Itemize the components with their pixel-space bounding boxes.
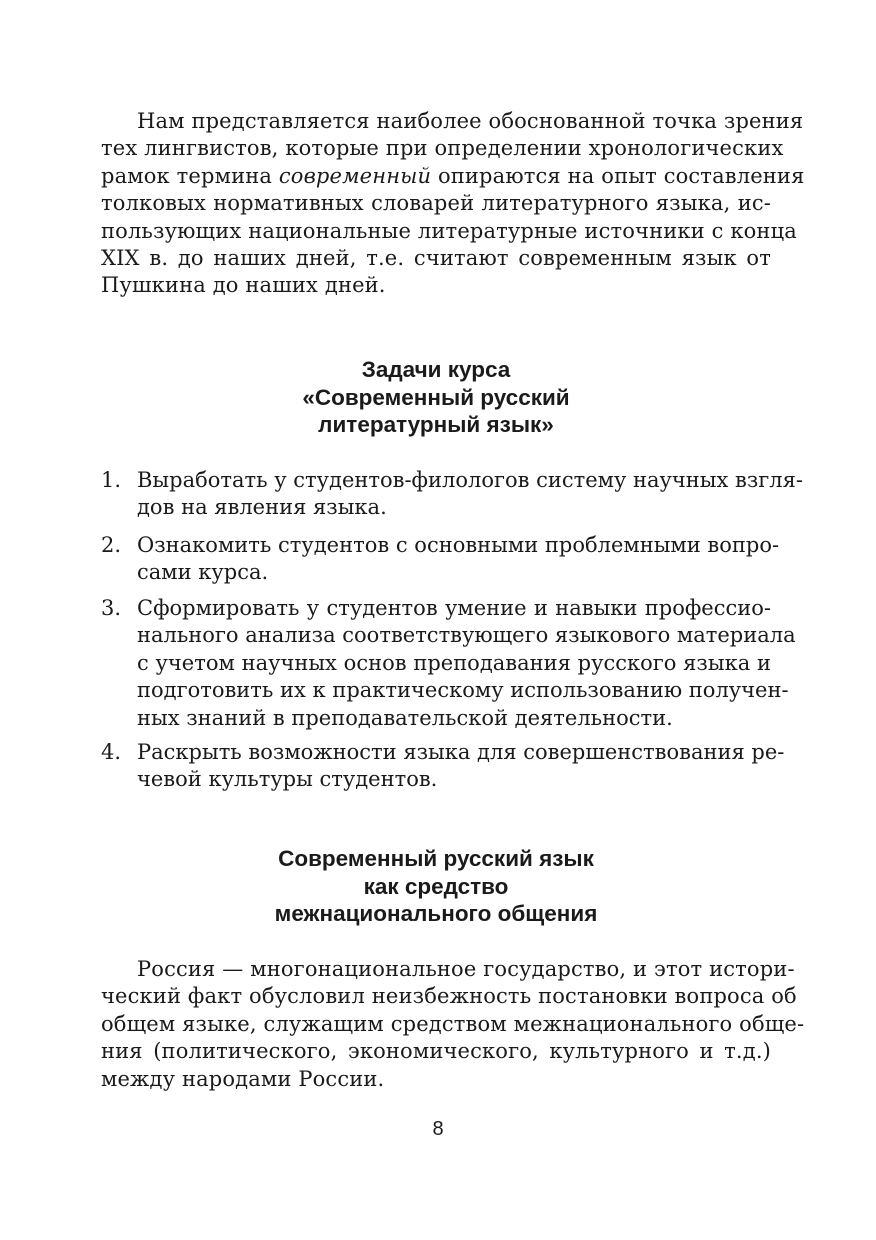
- paragraph-line: ческий факт обусловил неизбежность постановки вопроса об: [101, 984, 797, 1009]
- list-item: 4. Раскрыть возможности языка для совершенствования ре- чевой культуры студентов.: [101, 740, 785, 792]
- section-heading-course-tasks: Задачи курса «Современный русский литературный язык»: [302, 357, 570, 437]
- paragraph-line: толковых нормативных словарей литературного языка, ис-: [101, 191, 771, 216]
- paragraph-line: рамок термина современный опираются на опыт составления: [101, 163, 805, 188]
- list-number: 1.: [101, 468, 122, 492]
- list-number: 2.: [101, 533, 122, 557]
- page-number: 8: [432, 1118, 444, 1140]
- paragraph-line: ния (политического, экономического, культурного и т.д.): [101, 1039, 771, 1064]
- list-item: 2. Ознакомить студентов с основными проблемными вопро- сами курса.: [101, 533, 780, 585]
- list-item: 3. Сформировать у студентов умение и навыки профессио- нального анализа соответствующего языкового материала с учетом научных основ преподавания русского языка и подготовить их к практическому использованию получен- ных знаний в преподавательской деятельности.: [101, 596, 796, 730]
- paragraph-line: Нам представляется наиболее обоснованной точка зрения: [137, 109, 804, 133]
- intro-paragraph: [101, 108, 805, 300]
- section-heading-interethnic: Современный русский язык как средство межнационального общения: [274, 846, 598, 926]
- paragraph-line: пользующих национальные литературные источники с конца: [101, 218, 797, 243]
- list-item: 1. Выработать у студентов-филологов систему научных взгля- дов на явления языка.: [101, 468, 803, 520]
- russia-paragraph: [101, 956, 805, 1093]
- paragraph-line: Пушкина до наших дней.: [101, 273, 386, 298]
- list-number: 3.: [101, 596, 122, 620]
- paragraph-line: Россия — многонациональное государство, и этот истори-: [137, 957, 795, 981]
- list-number: 4.: [101, 740, 122, 764]
- emphasized-term: современный: [278, 163, 432, 188]
- paragraph-line: XIX в. до наших дней, т.е. считают современным язык от: [101, 246, 771, 271]
- paragraph-line: между народами России.: [101, 1066, 385, 1091]
- paragraph-line: тех лингвистов, которые при определении хронологических: [101, 136, 784, 161]
- paragraph-line: общем языке, служащим средством межнационального обще-: [101, 1011, 805, 1036]
